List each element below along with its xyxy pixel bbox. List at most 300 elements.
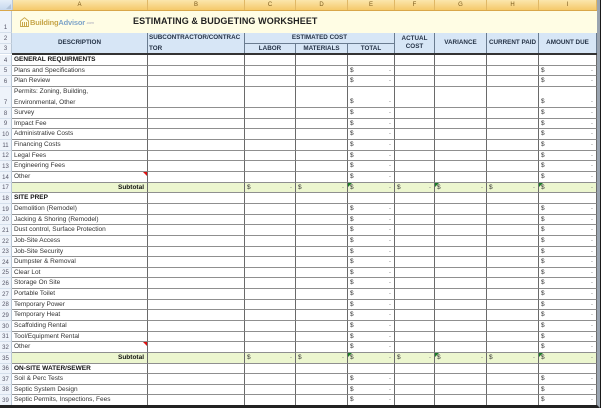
column-header-b[interactable]: B bbox=[148, 0, 245, 10]
description-cell[interactable]: SITE PREP bbox=[12, 193, 148, 204]
total-cell[interactable] bbox=[348, 278, 395, 289]
column-header-a[interactable]: A bbox=[12, 0, 148, 10]
row-header[interactable]: 31 bbox=[0, 332, 12, 343]
description-cell[interactable]: Plans and Specifications bbox=[12, 66, 148, 77]
materials-cell[interactable] bbox=[296, 108, 348, 119]
actual-cost-cell[interactable] bbox=[395, 321, 435, 332]
variance-cell[interactable] bbox=[435, 268, 487, 279]
row-header[interactable]: 30 bbox=[0, 321, 12, 332]
labor-cell[interactable] bbox=[245, 66, 296, 77]
actual-cost-cell[interactable] bbox=[395, 225, 435, 236]
total-cell[interactable] bbox=[348, 257, 395, 268]
labor-cell[interactable] bbox=[245, 236, 296, 247]
row-header[interactable]: 28 bbox=[0, 300, 12, 311]
row-header[interactable]: 37 bbox=[0, 374, 12, 385]
row-header[interactable]: 17 bbox=[0, 183, 12, 194]
labor-cell[interactable] bbox=[245, 310, 296, 321]
total-cell[interactable] bbox=[348, 300, 395, 311]
variance-cell[interactable] bbox=[435, 66, 487, 77]
materials-cell[interactable] bbox=[296, 385, 348, 396]
labor-cell[interactable] bbox=[245, 193, 296, 204]
variance-cell[interactable] bbox=[435, 395, 487, 406]
row-header[interactable]: 22 bbox=[0, 236, 12, 247]
current-paid-cell[interactable] bbox=[487, 55, 539, 66]
row-header[interactable]: 23 bbox=[0, 247, 12, 258]
row-header[interactable]: 12 bbox=[0, 151, 12, 162]
labor-cell[interactable] bbox=[245, 257, 296, 268]
actual-cost-cell[interactable] bbox=[395, 161, 435, 172]
row-header[interactable]: 21 bbox=[0, 225, 12, 236]
current-paid-cell[interactable] bbox=[487, 385, 539, 396]
current-paid-cell[interactable] bbox=[487, 278, 539, 289]
current-paid-cell[interactable] bbox=[487, 310, 539, 321]
current-paid-cell[interactable] bbox=[487, 129, 539, 140]
current-paid-cell[interactable] bbox=[487, 140, 539, 151]
row-header[interactable]: 1 bbox=[0, 11, 12, 33]
labor-cell[interactable] bbox=[245, 395, 296, 406]
actual-cost-cell[interactable] bbox=[395, 215, 435, 226]
total-cell[interactable] bbox=[348, 161, 395, 172]
row-header[interactable]: 32 bbox=[0, 342, 12, 353]
labor-cell[interactable] bbox=[245, 278, 296, 289]
description-cell[interactable]: Dust control, Surface Protection bbox=[12, 225, 148, 236]
row-header[interactable]: 29 bbox=[0, 310, 12, 321]
amount-due-cell[interactable] bbox=[539, 215, 597, 226]
actual-cost-cell[interactable] bbox=[395, 374, 435, 385]
subcontractor-cell[interactable] bbox=[148, 289, 245, 300]
amount-due-cell[interactable] bbox=[539, 66, 597, 77]
amount-due-cell[interactable] bbox=[539, 172, 597, 183]
labor-cell[interactable] bbox=[245, 342, 296, 353]
materials-cell[interactable] bbox=[296, 257, 348, 268]
amount-due-cell[interactable] bbox=[539, 257, 597, 268]
variance-cell[interactable] bbox=[435, 342, 487, 353]
subcontractor-cell[interactable] bbox=[148, 151, 245, 162]
variance-cell[interactable] bbox=[435, 204, 487, 215]
amount-due-cell[interactable] bbox=[539, 364, 597, 375]
current-paid-cell[interactable] bbox=[487, 225, 539, 236]
subcontractor-cell[interactable] bbox=[148, 353, 245, 364]
variance-cell[interactable] bbox=[435, 236, 487, 247]
description-cell[interactable]: Soil & Perc Tests bbox=[12, 374, 148, 385]
actual-cost-cell[interactable] bbox=[395, 278, 435, 289]
actual-cost-cell[interactable] bbox=[395, 55, 435, 66]
subcontractor-cell[interactable] bbox=[148, 257, 245, 268]
amount-due-cell[interactable] bbox=[539, 225, 597, 236]
subcontractor-cell[interactable] bbox=[148, 193, 245, 204]
actual-cost-cell[interactable] bbox=[395, 364, 435, 375]
currency-cell[interactable] bbox=[348, 353, 395, 364]
row-header[interactable]: 9 bbox=[0, 119, 12, 130]
materials-cell[interactable] bbox=[296, 76, 348, 87]
total-cell[interactable] bbox=[348, 374, 395, 385]
subcontractor-cell[interactable] bbox=[148, 374, 245, 385]
materials-cell[interactable] bbox=[296, 321, 348, 332]
subcontractor-cell[interactable] bbox=[148, 225, 245, 236]
row-header[interactable]: 36 bbox=[0, 364, 12, 375]
subcontractor-cell[interactable] bbox=[148, 108, 245, 119]
total-cell[interactable] bbox=[348, 342, 395, 353]
row-header[interactable]: 25 bbox=[0, 268, 12, 279]
materials-cell[interactable] bbox=[296, 151, 348, 162]
subcontractor-cell[interactable] bbox=[148, 385, 245, 396]
description-cell[interactable]: ON-SITE WATER/SEWER bbox=[12, 364, 148, 375]
labor-cell[interactable] bbox=[245, 300, 296, 311]
row-header[interactable]: 18 bbox=[0, 193, 12, 204]
amount-due-cell[interactable] bbox=[539, 87, 597, 108]
labor-cell[interactable] bbox=[245, 289, 296, 300]
amount-due-cell[interactable] bbox=[539, 161, 597, 172]
currency-cell[interactable] bbox=[296, 353, 348, 364]
subcontractor-cell[interactable] bbox=[148, 395, 245, 406]
description-cell[interactable]: Demolition (Remodel) bbox=[12, 204, 148, 215]
current-paid-cell[interactable] bbox=[487, 247, 539, 258]
variance-cell[interactable] bbox=[435, 215, 487, 226]
row-header[interactable]: 38 bbox=[0, 385, 12, 396]
materials-cell[interactable] bbox=[296, 268, 348, 279]
current-paid-cell[interactable] bbox=[487, 321, 539, 332]
row-header[interactable]: 8 bbox=[0, 108, 12, 119]
total-cell[interactable] bbox=[348, 129, 395, 140]
variance-cell[interactable] bbox=[435, 129, 487, 140]
subcontractor-cell[interactable] bbox=[148, 321, 245, 332]
variance-cell[interactable] bbox=[435, 385, 487, 396]
current-paid-cell[interactable] bbox=[487, 268, 539, 279]
row-header[interactable]: 2 bbox=[0, 33, 12, 44]
total-cell[interactable] bbox=[348, 55, 395, 66]
materials-cell[interactable] bbox=[296, 289, 348, 300]
currency-cell[interactable] bbox=[395, 183, 435, 194]
amount-due-cell[interactable] bbox=[539, 193, 597, 204]
subcontractor-cell[interactable] bbox=[148, 87, 245, 108]
labor-cell[interactable] bbox=[245, 140, 296, 151]
actual-cost-cell[interactable] bbox=[395, 204, 435, 215]
subcontractor-cell[interactable] bbox=[148, 300, 245, 311]
amount-due-cell[interactable] bbox=[539, 129, 597, 140]
actual-cost-cell[interactable] bbox=[395, 87, 435, 108]
column-header-e[interactable]: E bbox=[348, 0, 395, 10]
row-header[interactable]: 13 bbox=[0, 161, 12, 172]
materials-cell[interactable] bbox=[296, 55, 348, 66]
materials-cell[interactable] bbox=[296, 395, 348, 406]
description-cell[interactable]: Dumpster & Removal bbox=[12, 257, 148, 268]
labor-cell[interactable] bbox=[245, 385, 296, 396]
description-cell[interactable]: Job-Site Security bbox=[12, 247, 148, 258]
variance-cell[interactable] bbox=[435, 161, 487, 172]
row-header[interactable]: 35 bbox=[0, 353, 12, 364]
amount-due-cell[interactable] bbox=[539, 374, 597, 385]
row-header[interactable]: 39 bbox=[0, 395, 12, 406]
materials-cell[interactable] bbox=[296, 204, 348, 215]
amount-due-cell[interactable] bbox=[539, 321, 597, 332]
amount-due-cell[interactable] bbox=[539, 332, 597, 343]
description-cell[interactable]: Clear Lot bbox=[12, 268, 148, 279]
amount-due-cell[interactable] bbox=[539, 300, 597, 311]
subcontractor-cell[interactable] bbox=[148, 278, 245, 289]
description-cell[interactable]: Survey bbox=[12, 108, 148, 119]
description-cell[interactable]: Temporary Heat bbox=[12, 310, 148, 321]
actual-cost-cell[interactable] bbox=[395, 385, 435, 396]
amount-due-cell[interactable] bbox=[539, 342, 597, 353]
current-paid-cell[interactable] bbox=[487, 172, 539, 183]
actual-cost-cell[interactable] bbox=[395, 257, 435, 268]
current-paid-cell[interactable] bbox=[487, 204, 539, 215]
materials-cell[interactable] bbox=[296, 300, 348, 311]
column-header-c[interactable]: C bbox=[245, 0, 296, 10]
subcontractor-cell[interactable] bbox=[148, 172, 245, 183]
currency-cell[interactable] bbox=[348, 183, 395, 194]
current-paid-cell[interactable] bbox=[487, 342, 539, 353]
materials-cell[interactable] bbox=[296, 140, 348, 151]
total-cell[interactable] bbox=[348, 225, 395, 236]
labor-cell[interactable] bbox=[245, 55, 296, 66]
description-cell[interactable]: Job-Site Access bbox=[12, 236, 148, 247]
subcontractor-cell[interactable] bbox=[148, 332, 245, 343]
subcontractor-cell[interactable] bbox=[148, 76, 245, 87]
current-paid-cell[interactable] bbox=[487, 87, 539, 108]
column-header-h[interactable]: H bbox=[487, 0, 539, 10]
variance-cell[interactable] bbox=[435, 151, 487, 162]
materials-cell[interactable] bbox=[296, 364, 348, 375]
variance-cell[interactable] bbox=[435, 108, 487, 119]
labor-cell[interactable] bbox=[245, 129, 296, 140]
labor-cell[interactable] bbox=[245, 172, 296, 183]
materials-cell[interactable] bbox=[296, 236, 348, 247]
description-cell[interactable]: Permits: Zoning, Building, Environmental, Other bbox=[12, 87, 148, 108]
currency-cell[interactable] bbox=[487, 183, 539, 194]
subcontractor-cell[interactable] bbox=[148, 215, 245, 226]
materials-cell[interactable] bbox=[296, 66, 348, 77]
subcontractor-cell[interactable] bbox=[148, 140, 245, 151]
actual-cost-cell[interactable] bbox=[395, 395, 435, 406]
current-paid-cell[interactable] bbox=[487, 300, 539, 311]
variance-cell[interactable] bbox=[435, 140, 487, 151]
amount-due-cell[interactable] bbox=[539, 76, 597, 87]
labor-cell[interactable] bbox=[245, 364, 296, 375]
labor-cell[interactable] bbox=[245, 151, 296, 162]
actual-cost-cell[interactable] bbox=[395, 151, 435, 162]
variance-cell[interactable] bbox=[435, 55, 487, 66]
current-paid-cell[interactable] bbox=[487, 395, 539, 406]
subcontractor-cell[interactable] bbox=[148, 119, 245, 130]
total-cell[interactable] bbox=[348, 385, 395, 396]
actual-cost-cell[interactable] bbox=[395, 76, 435, 87]
actual-cost-cell[interactable] bbox=[395, 193, 435, 204]
amount-due-cell[interactable] bbox=[539, 204, 597, 215]
row-header[interactable]: 14 bbox=[0, 172, 12, 183]
total-cell[interactable] bbox=[348, 204, 395, 215]
total-cell[interactable] bbox=[348, 215, 395, 226]
description-cell[interactable]: Septic System Design bbox=[12, 385, 148, 396]
row-header[interactable]: 3 bbox=[0, 44, 12, 54]
currency-cell[interactable] bbox=[296, 183, 348, 194]
labor-cell[interactable] bbox=[245, 247, 296, 258]
description-cell[interactable]: Administrative Costs bbox=[12, 129, 148, 140]
labor-cell[interactable] bbox=[245, 332, 296, 343]
currency-cell[interactable] bbox=[395, 353, 435, 364]
description-cell[interactable]: Legal Fees bbox=[12, 151, 148, 162]
row-header[interactable]: 27 bbox=[0, 289, 12, 300]
subcontractor-cell[interactable] bbox=[148, 129, 245, 140]
total-cell[interactable] bbox=[348, 76, 395, 87]
labor-cell[interactable] bbox=[245, 321, 296, 332]
labor-cell[interactable] bbox=[245, 161, 296, 172]
materials-cell[interactable] bbox=[296, 332, 348, 343]
total-cell[interactable] bbox=[348, 268, 395, 279]
subcontractor-cell[interactable] bbox=[148, 310, 245, 321]
total-cell[interactable] bbox=[348, 151, 395, 162]
actual-cost-cell[interactable] bbox=[395, 66, 435, 77]
description-cell[interactable]: Temporary Power bbox=[12, 300, 148, 311]
row-header[interactable]: 24 bbox=[0, 257, 12, 268]
variance-cell[interactable] bbox=[435, 321, 487, 332]
description-cell[interactable]: Engineering Fees bbox=[12, 161, 148, 172]
actual-cost-cell[interactable] bbox=[395, 342, 435, 353]
subcontractor-cell[interactable] bbox=[148, 342, 245, 353]
current-paid-cell[interactable] bbox=[487, 66, 539, 77]
currency-cell[interactable] bbox=[435, 353, 487, 364]
description-cell[interactable]: Portable Toilet bbox=[12, 289, 148, 300]
variance-cell[interactable] bbox=[435, 247, 487, 258]
subcontractor-cell[interactable] bbox=[148, 364, 245, 375]
labor-cell[interactable] bbox=[245, 108, 296, 119]
subcontractor-cell[interactable] bbox=[148, 268, 245, 279]
description-cell[interactable]: Scaffolding Rental bbox=[12, 321, 148, 332]
description-cell[interactable]: Financing Costs bbox=[12, 140, 148, 151]
amount-due-cell[interactable] bbox=[539, 268, 597, 279]
current-paid-cell[interactable] bbox=[487, 108, 539, 119]
amount-due-cell[interactable] bbox=[539, 55, 597, 66]
description-cell[interactable]: Plan Review bbox=[12, 76, 148, 87]
variance-cell[interactable] bbox=[435, 374, 487, 385]
amount-due-cell[interactable] bbox=[539, 278, 597, 289]
labor-cell[interactable] bbox=[245, 374, 296, 385]
labor-cell[interactable] bbox=[245, 119, 296, 130]
labor-cell[interactable] bbox=[245, 204, 296, 215]
labor-cell[interactable] bbox=[245, 76, 296, 87]
row-header[interactable]: 20 bbox=[0, 215, 12, 226]
variance-cell[interactable] bbox=[435, 364, 487, 375]
variance-cell[interactable] bbox=[435, 87, 487, 108]
total-cell[interactable] bbox=[348, 289, 395, 300]
variance-cell[interactable] bbox=[435, 119, 487, 130]
actual-cost-cell[interactable] bbox=[395, 300, 435, 311]
actual-cost-cell[interactable] bbox=[395, 236, 435, 247]
currency-cell[interactable] bbox=[487, 353, 539, 364]
current-paid-cell[interactable] bbox=[487, 257, 539, 268]
amount-due-cell[interactable] bbox=[539, 140, 597, 151]
variance-cell[interactable] bbox=[435, 172, 487, 183]
actual-cost-cell[interactable] bbox=[395, 119, 435, 130]
actual-cost-cell[interactable] bbox=[395, 289, 435, 300]
amount-due-cell[interactable] bbox=[539, 310, 597, 321]
total-cell[interactable] bbox=[348, 236, 395, 247]
currency-cell[interactable] bbox=[539, 353, 597, 364]
actual-cost-cell[interactable] bbox=[395, 332, 435, 343]
total-cell[interactable] bbox=[348, 364, 395, 375]
variance-cell[interactable] bbox=[435, 289, 487, 300]
description-cell[interactable]: Septic Permits, Inspections, Fees bbox=[12, 395, 148, 406]
description-cell[interactable]: Other bbox=[12, 342, 148, 353]
current-paid-cell[interactable] bbox=[487, 289, 539, 300]
variance-cell[interactable] bbox=[435, 193, 487, 204]
materials-cell[interactable] bbox=[296, 129, 348, 140]
materials-cell[interactable] bbox=[296, 278, 348, 289]
materials-cell[interactable] bbox=[296, 172, 348, 183]
actual-cost-cell[interactable] bbox=[395, 247, 435, 258]
row-header[interactable]: 4 bbox=[0, 55, 12, 66]
materials-cell[interactable] bbox=[296, 161, 348, 172]
total-cell[interactable] bbox=[348, 119, 395, 130]
actual-cost-cell[interactable] bbox=[395, 140, 435, 151]
amount-due-cell[interactable] bbox=[539, 289, 597, 300]
current-paid-cell[interactable] bbox=[487, 76, 539, 87]
row-header[interactable]: 26 bbox=[0, 278, 12, 289]
materials-cell[interactable] bbox=[296, 342, 348, 353]
total-cell[interactable] bbox=[348, 108, 395, 119]
amount-due-cell[interactable] bbox=[539, 236, 597, 247]
labor-cell[interactable] bbox=[245, 215, 296, 226]
description-cell[interactable]: GENERAL REQUIRMENTS bbox=[12, 55, 148, 66]
subcontractor-cell[interactable] bbox=[148, 236, 245, 247]
subcontractor-cell[interactable] bbox=[148, 183, 245, 194]
materials-cell[interactable] bbox=[296, 247, 348, 258]
variance-cell[interactable] bbox=[435, 310, 487, 321]
materials-cell[interactable] bbox=[296, 310, 348, 321]
total-cell[interactable] bbox=[348, 172, 395, 183]
description-cell[interactable]: Other bbox=[12, 172, 148, 183]
subcontractor-cell[interactable] bbox=[148, 204, 245, 215]
total-cell[interactable] bbox=[348, 395, 395, 406]
amount-due-cell[interactable] bbox=[539, 395, 597, 406]
current-paid-cell[interactable] bbox=[487, 151, 539, 162]
currency-cell[interactable] bbox=[539, 183, 597, 194]
total-cell[interactable] bbox=[348, 332, 395, 343]
variance-cell[interactable] bbox=[435, 76, 487, 87]
materials-cell[interactable] bbox=[296, 225, 348, 236]
subcontractor-cell[interactable] bbox=[148, 247, 245, 258]
row-header[interactable]: 19 bbox=[0, 204, 12, 215]
current-paid-cell[interactable] bbox=[487, 215, 539, 226]
total-cell[interactable] bbox=[348, 247, 395, 258]
variance-cell[interactable] bbox=[435, 300, 487, 311]
amount-due-cell[interactable] bbox=[539, 108, 597, 119]
row-header[interactable]: 10 bbox=[0, 129, 12, 140]
total-cell[interactable] bbox=[348, 66, 395, 77]
amount-due-cell[interactable] bbox=[539, 119, 597, 130]
current-paid-cell[interactable] bbox=[487, 364, 539, 375]
row-header[interactable]: 11 bbox=[0, 140, 12, 151]
actual-cost-cell[interactable] bbox=[395, 108, 435, 119]
currency-cell[interactable] bbox=[245, 353, 296, 364]
current-paid-cell[interactable] bbox=[487, 236, 539, 247]
subcontractor-cell[interactable] bbox=[148, 161, 245, 172]
current-paid-cell[interactable] bbox=[487, 161, 539, 172]
amount-due-cell[interactable] bbox=[539, 247, 597, 258]
variance-cell[interactable] bbox=[435, 257, 487, 268]
actual-cost-cell[interactable] bbox=[395, 129, 435, 140]
description-cell[interactable]: Storage On Site bbox=[12, 278, 148, 289]
total-cell[interactable] bbox=[348, 193, 395, 204]
materials-cell[interactable] bbox=[296, 119, 348, 130]
materials-cell[interactable] bbox=[296, 193, 348, 204]
labor-cell[interactable] bbox=[245, 87, 296, 108]
total-cell[interactable] bbox=[348, 87, 395, 108]
variance-cell[interactable] bbox=[435, 332, 487, 343]
labor-cell[interactable] bbox=[245, 268, 296, 279]
actual-cost-cell[interactable] bbox=[395, 172, 435, 183]
subcontractor-cell[interactable] bbox=[148, 66, 245, 77]
